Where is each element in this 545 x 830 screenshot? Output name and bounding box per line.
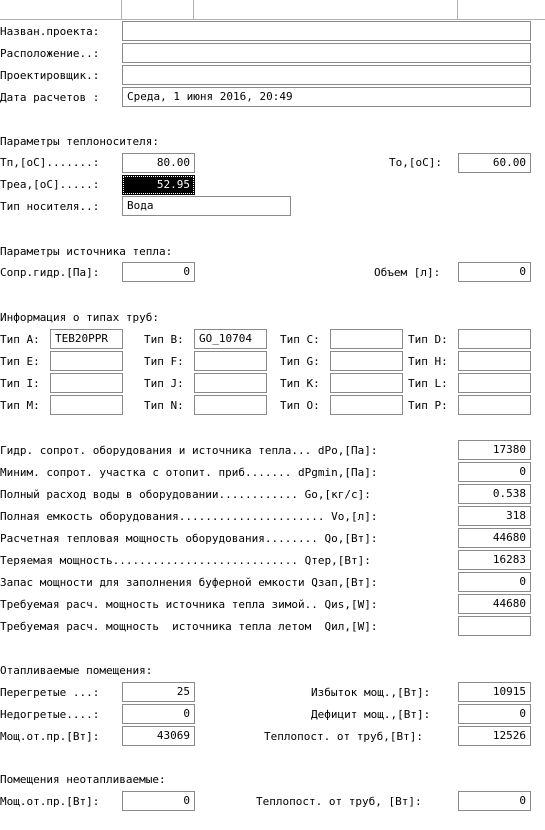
dpgmin-field[interactable]: 0 bbox=[458, 462, 531, 482]
tp-field[interactable]: 80.00 bbox=[122, 153, 195, 173]
vo-field[interactable]: 318 bbox=[458, 506, 531, 526]
trea-label: Треа,[оС].....: bbox=[0, 178, 100, 191]
pipe-type-m-label: Тип M: bbox=[0, 399, 40, 412]
qzap-label: Запас мощности для заполнения буферной емкости Qзап,[Вт]: bbox=[0, 576, 378, 589]
heated-pipe-heat-label: Теплопост. от труб,[Вт]: bbox=[264, 730, 423, 743]
unheated-pipe-heat-label: Теплопост. от труб, [Вт]: bbox=[256, 795, 422, 808]
source-resist-field[interactable]: 0 bbox=[122, 262, 195, 282]
project-name-label: Назван.проекта: bbox=[0, 25, 100, 38]
pipe-type-c-label: Тип C: bbox=[280, 333, 320, 346]
qo-field[interactable]: 44680 bbox=[458, 528, 531, 548]
pipe-type-i-label: Тип I: bbox=[0, 377, 40, 390]
qil-label: Требуемая расч. мощность источника тепла летом Qил,[W]: bbox=[0, 620, 378, 633]
coolant-type-field[interactable]: Вода bbox=[122, 196, 291, 216]
to-label: То,[оС]: bbox=[389, 156, 442, 169]
go-label: Полный расход воды в оборудовании............ Go,[кг/с]: bbox=[0, 488, 371, 501]
pipes-heading: Информация о типах труб: bbox=[0, 311, 159, 324]
pipe-type-p-label: Тип P: bbox=[408, 399, 448, 412]
underheated-label: Недогретые....: bbox=[0, 708, 100, 721]
pipe-type-o-label: Тип O: bbox=[280, 399, 320, 412]
header-divider bbox=[121, 0, 122, 19]
pipe-type-m-field[interactable] bbox=[50, 395, 123, 415]
deficit-power-field[interactable]: 0 bbox=[458, 704, 531, 724]
pipe-type-c-field[interactable] bbox=[330, 329, 403, 349]
pipe-type-j-field[interactable] bbox=[194, 373, 267, 393]
pipe-type-a-field[interactable]: TEB20PPR bbox=[50, 329, 123, 349]
pipe-type-n-field[interactable] bbox=[194, 395, 267, 415]
unheated-pipe-heat-field[interactable]: 0 bbox=[458, 791, 531, 811]
source-heading: Параметры источника тепла: bbox=[0, 245, 173, 258]
trea-field[interactable]: 52.95 bbox=[122, 175, 195, 195]
dpo-label: Гидр. сопрот. оборудования и источника тепла... dPo,[Па]: bbox=[0, 444, 378, 457]
header-divider bbox=[193, 0, 194, 19]
qter-field[interactable]: 16283 bbox=[458, 550, 531, 570]
dpgmin-label: Миним. сопрот. участка с отопит. приб....... dPgmin,[Па]: bbox=[0, 466, 378, 479]
pipe-type-p-field[interactable] bbox=[458, 395, 531, 415]
pipe-type-f-label: Тип F: bbox=[144, 355, 184, 368]
pipe-type-h-field[interactable] bbox=[458, 351, 531, 371]
excess-power-field[interactable]: 10915 bbox=[458, 682, 531, 702]
pipe-type-k-field[interactable] bbox=[330, 373, 403, 393]
pipe-type-j-label: Тип J: bbox=[144, 377, 184, 390]
source-volume-label: Объем [л]: bbox=[374, 266, 441, 279]
pipe-type-n-label: Тип N: bbox=[144, 399, 184, 412]
project-name-field[interactable] bbox=[122, 21, 531, 41]
pipe-type-e-field[interactable] bbox=[50, 351, 123, 371]
source-volume-field[interactable]: 0 bbox=[458, 262, 531, 282]
header-divider bbox=[457, 0, 458, 19]
heated-power-field[interactable]: 43069 bbox=[122, 726, 195, 746]
coolant-heading: Параметры теплоносителя: bbox=[0, 135, 159, 148]
tp-label: Тп,[оС].......: bbox=[0, 156, 100, 169]
go-field[interactable]: 0.538 bbox=[458, 484, 531, 504]
designer-label: Проектировщик.: bbox=[0, 69, 100, 82]
pipe-type-e-label: Тип E: bbox=[0, 355, 40, 368]
overheated-field[interactable]: 25 bbox=[122, 682, 195, 702]
vo-label: Полная емкость оборудования...................... Vo,[л]: bbox=[0, 510, 378, 523]
pipe-type-g-field[interactable] bbox=[330, 351, 403, 371]
location-label: Расположение..: bbox=[0, 47, 100, 60]
to-field[interactable]: 60.00 bbox=[458, 153, 531, 173]
heated-power-label: Мощ.от.пр.[Вт]: bbox=[0, 730, 100, 743]
pipe-type-h-label: Тип H: bbox=[408, 355, 448, 368]
pipe-type-l-label: Тип L: bbox=[408, 377, 448, 390]
qis-field[interactable]: 44680 bbox=[458, 594, 531, 614]
pipe-type-d-field[interactable] bbox=[458, 329, 531, 349]
qil-field[interactable] bbox=[458, 616, 531, 636]
qter-label: Теряемая мощность............................ Qтер,[Вт]: bbox=[0, 554, 371, 567]
date-field[interactable]: Среда, 1 июня 2016, 20:49 bbox=[122, 87, 531, 107]
source-resist-label: Сопр.гидр.[Па]: bbox=[0, 266, 100, 279]
qzap-field[interactable]: 0 bbox=[458, 572, 531, 592]
underheated-field[interactable]: 0 bbox=[122, 704, 195, 724]
qis-label: Требуемая расч. мощность источника тепла зимой.. Qиs,[W]: bbox=[0, 598, 378, 611]
unheated-heading: Помещения неотапливаемые: bbox=[0, 773, 166, 786]
unheated-power-field[interactable]: 0 bbox=[122, 791, 195, 811]
unheated-power-label: Мощ.от.пр.[Вт]: bbox=[0, 795, 100, 808]
heated-pipe-heat-field[interactable]: 12526 bbox=[458, 726, 531, 746]
date-label: Дата расчетов : bbox=[0, 91, 100, 104]
pipe-type-b-label: Тип B: bbox=[144, 333, 184, 346]
excess-power-label: Избыток мощ.,[Вт]: bbox=[311, 686, 431, 699]
pipe-type-k-label: Тип K: bbox=[280, 377, 320, 390]
qo-label: Расчетная тепловая мощность оборудования........ Qo,[Вт]: bbox=[0, 532, 378, 545]
pipe-type-o-field[interactable] bbox=[330, 395, 403, 415]
deficit-power-label: Дефицит мощ.,[Вт]: bbox=[311, 708, 431, 721]
dpo-field[interactable]: 17380 bbox=[458, 440, 531, 460]
heated-heading: Отапливаемые помещения: bbox=[0, 664, 153, 677]
pipe-type-a-label: Тип A: bbox=[0, 333, 40, 346]
pipe-type-b-field[interactable]: GO_10704 bbox=[194, 329, 267, 349]
coolant-type-label: Тип носителя..: bbox=[0, 200, 100, 213]
pipe-type-g-label: Тип G: bbox=[280, 355, 320, 368]
pipe-type-f-field[interactable] bbox=[194, 351, 267, 371]
pipe-type-d-label: Тип D: bbox=[408, 333, 448, 346]
pipe-type-i-field[interactable] bbox=[50, 373, 123, 393]
location-field[interactable] bbox=[122, 43, 531, 63]
pipe-type-l-field[interactable] bbox=[458, 373, 531, 393]
overheated-label: Перегретые ...: bbox=[0, 686, 100, 699]
top-header-strip bbox=[0, 0, 545, 20]
designer-field[interactable] bbox=[122, 65, 531, 85]
